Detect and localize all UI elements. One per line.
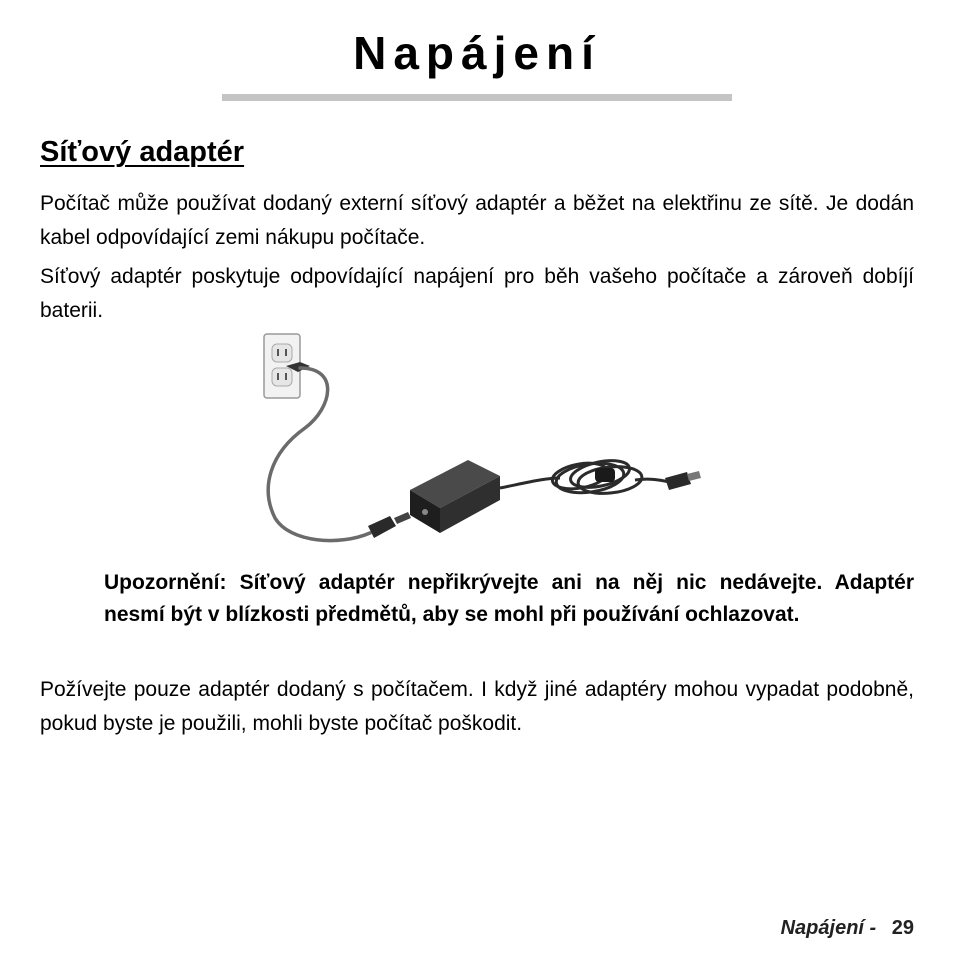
ferrite-core-icon: [595, 468, 615, 482]
wall-outlet-icon: [264, 334, 310, 398]
title-divider: [222, 94, 732, 101]
paragraph-intro: Počítač může používat dodaný externí síťový adaptér a běžet na elektřinu ze sítě. Je dodán kabel odpovídající zemi nákupu počítače.: [40, 192, 914, 249]
paragraph-use-supplied-adapter: Požívejte pouze adaptér dodaný s počítačem. I když jiné adaptéry mohou vypadat podobně, pokud byste je použili, mohli byste počítač poškodit.: [40, 678, 914, 735]
warning-note: Upozornění: Síťový adaptér nepřikrývejte ani na něj nic nedávejte. Adaptér nesmí být v blízkosti předmětů, aby se mohl při používání ochlazovat.: [104, 571, 914, 626]
section-heading: Síťový adaptér: [40, 136, 245, 168]
dc-plug-icon: [665, 471, 701, 490]
paragraph-adapter-function: Síťový adaptér poskytuje odpovídající napájení pro běh vašeho počítače a zároveň dobíjí baterii.: [40, 265, 914, 322]
page-title: Napájení: [353, 27, 601, 79]
ac-adapter-illustration: [260, 328, 704, 560]
adapter-brick-icon: [410, 460, 500, 533]
page-footer: [781, 917, 914, 940]
footer-section-name: Napájení -: [780, 917, 877, 939]
page-number: 29: [891, 917, 914, 939]
power-connector-icon: [368, 512, 411, 538]
